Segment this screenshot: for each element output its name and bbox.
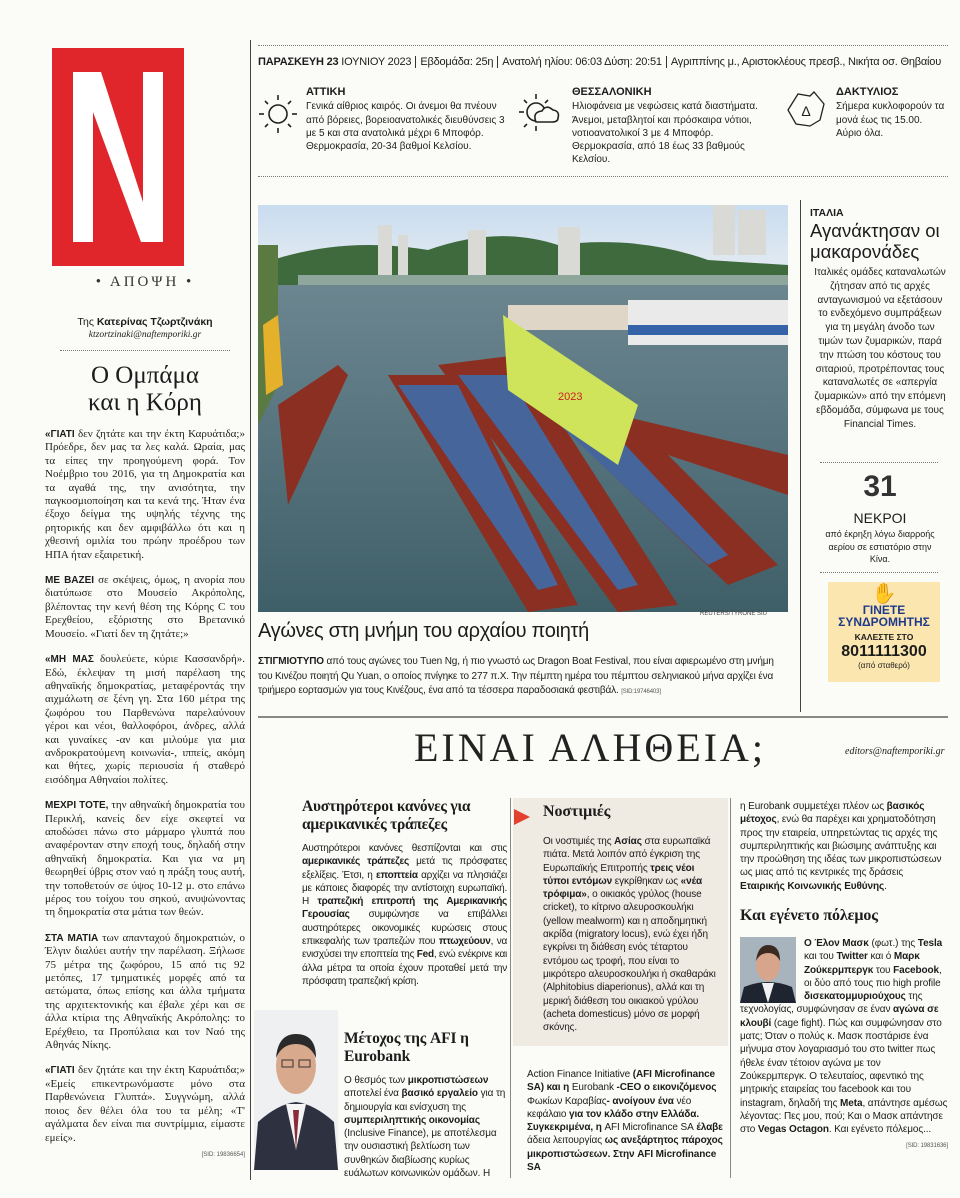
emphasis: τραπεζική επιτροπή της Αμερικανικής Γερουσίας (302, 896, 508, 921)
article-afi-end (740, 800, 948, 893)
emphasis: ως ανεξάρτητος πάροχος μικροπιστώσεων. Στην AFI Microfinance SA (527, 1135, 723, 1174)
text-run: AFI Microfinance SA (604, 1122, 694, 1134)
caption-text: από τους αγώνες του Tuen Ng, ή πιο γνωστό ως Dragon Boat Festival, που είναι αφιερωμένο στη μνήμη του Κινέζου ποιητή Qu Yuan, ο οποίος πνίγηκε το 277 π.Χ. Την πέμπτη ημέρα του πέμπτου σεληνιακού μήνα αρχίζει ένα τριήμερο εορτασμών για τους Κινέζους, ένα από τα τέσσερα παραδοσιακά φεστιβάλ. (258, 656, 774, 696)
paragraph-text: δεν ζητάτε και την έκτη Καρυάτιδα;» Πρόεδρε, δεν μας τα λες καλά. Ωραία, μας τα είπες την προηγούμενη φορά. Τον Νοέμβριο του 2016, για τη Δημοκρατία και τα αγαθά της, την ανισότητα, την παγκοσμιοποίηση και τα κενά της. Ήταν ένα έξοχο δείγμα της υψηλής τέχνης της ρητορικής και δεν αμφιβάλλω ότι και η χθεσινή ομιλία του πρώην προέδρου των ΗΠΑ ήταν εξαιρετική. (45, 428, 245, 561)
sun-times: Ανατολή ηλίου: 06:03 Δύση: 20:51 (498, 56, 667, 68)
weather-traffic-ring (836, 86, 946, 140)
text-run: για τη δημιουργία και ενίσχυση της (344, 1088, 506, 1113)
text-run: . (884, 880, 887, 892)
weather-text: Σήμερα κυκλοφορούν τα μονά έως τις 15.00. Αύριο όλα. (836, 101, 945, 139)
sid-code: [SID: 19836654] (201, 1151, 245, 1158)
sidebar-kicker: ΙΤΑΛΙΑ (810, 207, 844, 219)
weather-text: Γενικά αίθριος καιρός. Οι άνεμοι θα πνέουν από βόρειες, βορειοανατολικές διευθύνσεις 3 με 5 και στα ανατολικά μέχρι 6 Μποφόρ. Θερμοκρασία, 20-34 βαθμοί Κελσίου. (306, 101, 505, 153)
byline-prefix: Της (77, 316, 97, 328)
photo-caption (258, 655, 788, 700)
paragraph-text: δουλεύετε, κύριε Κασσανδρή». Εδώ, έκλεψαν τη μισή παρέλαση της αθηναϊκής δημοκρατίας, μεταφέροντάς την αιχμάλωτη σε ξένη γη. Στα 160 μέτρα της ζωφόρου του Παρθενώνα παρελαύνουν γέροι και νέοι, θαλλοφόροι, άνδρες, αλλά και γυναίκες -αν και μιλούμε για μια ανδροκρατούμενη κοινωνία-, ιππείς, ακόμη και θήτες, χωρίς περιουσία ή σταθερό εισόδημα Αθηναίοι πολίτες. (45, 653, 245, 786)
emphasis: πτωχεύουν (438, 936, 491, 948)
emphasis: εποπτεία (375, 869, 418, 881)
weather-text: Ηλιοφάνεια με νεφώσεις κατά διαστήματα. Άνεμοι, μεταβλητοί και πρόσκαιρα νότιοι, νοτιοανατολικοί 3 με 4 Μποφόρ. Θερμοκρασία, από 18 έως 33 βαθμούς Κελσίου. (572, 101, 758, 166)
paragraph-lead: «ΜΗ ΜΑΣ (45, 654, 94, 666)
text-run: , ενώ ενέκρινε και άλλα μέτρα τα οποία έχουν προταθεί μετά την πρόσφατη τραπεζική κρίση. (302, 949, 508, 987)
sun-icon (258, 92, 298, 136)
text-run: και ό (867, 951, 894, 963)
text-run: αρχίζει να πλησιάζει με κάποιες διαφορές την αντίστοιχη ευρωπαϊκή. Η (302, 869, 507, 908)
column-divider (510, 798, 511, 1178)
stat-text: από έκρηξη λόγω διαρροής αερίου σε εστιατόριο στην Κίνα. (825, 529, 935, 564)
emphasis: για τον κλάδο στην Ελλάδα. Συγκεκριμένα, η (527, 1108, 699, 1134)
opinion-paragraph (45, 1064, 245, 1144)
text-run: , ενώ θα παρέχει και χρηματοδότηση προς την εταιρεία, υπηρετώντας τις αρχές της συμπεριληπτικής και βιώσιμης ανάπτυξης και την προώθηση της ιδέας των μικροπιστώσεων ως μιας από τις κεντρικές της δράσεις (740, 814, 942, 879)
text-run: , απάντησε αμέσως λέγοντας: Πες μου, πού; Και ο Μασκ απάντησε στο (740, 1097, 948, 1136)
divider (258, 176, 948, 177)
paragraph-lead: «ΓΙΑΤΙ (45, 429, 75, 440)
photo-credit: REUTERS/TYRONE SIU (700, 611, 768, 617)
text-run: (cage fight). Πώς και συμφώνησαν στο ματς; Όταν ο πολύς κ. Μασκ ποστάρισε ένα μήνυμα στον λογαριασμό του στο twitter πως ήθελε έναν τέτοιον αγώνα με τον Ζούκερμπεργκ. Ο τελευταίος, αφεντικό της μητρικής εταιρείας του facebook και του instagram, δηλαδή της (740, 1017, 942, 1109)
section-label: • ΑΠΟΨΗ • (95, 274, 195, 290)
gesture-icon: ✋ (871, 583, 897, 605)
text-run: νέο κεφάλαιο (527, 1095, 692, 1120)
title-line: Ο Ομπάμα (91, 362, 199, 389)
promo-phone[interactable]: 8011111300 (841, 643, 927, 660)
date-bar (258, 56, 948, 68)
promo-call: ΚΑΛΕΣΤΕ ΣΤΟ (854, 632, 914, 642)
text-run: αποτελεί ένα (344, 1088, 402, 1100)
svg-text:2023: 2023 (558, 391, 583, 403)
emphasis: -CEO ο εικονιζόμενος (613, 1082, 717, 1094)
emphasis: βασικός μέτοχος (740, 801, 925, 826)
text-run: , ο οικιακός γρύλος (house cricket), το κίτρινο αλευροσκουλήκι (yellow mealworm) και η αποδημητική ακρίδα (migratory locus), ενώ έχει ήδη εγκρίνει τη διάθεση ενός τέταρτου εντόμου ως τροφή, που είναι το μικρότερο αλευροσκουλήκι ή σκαθαράκι (Alphitobius diaperionus), αλλά και τη μερική διάθεση του οικιακού γρύλου (acheta domesticus) μόνο σε μορφή σκόνης. (543, 889, 716, 1034)
karavias-photo (254, 1010, 338, 1170)
weather-region: ΘΕΣΣΑΛΟΝΙΚΗ (572, 86, 652, 98)
photo-headline: Αγώνες στη μνήμη του αρχαίου ποιητή (258, 620, 589, 642)
byline (45, 316, 245, 340)
emphasis: Meta (840, 1097, 863, 1109)
text-run: Eurobank (571, 1082, 614, 1094)
text-run: Αυστηρότεροι κανόνες θεσπίζονται και στις (302, 843, 507, 854)
text-run: Οι νοστιμιές της (543, 836, 615, 847)
text-run: συμφώνησε να επιβάλλει αυστηρότερες οικονομικές κυρώσεις στους επικεφαλής των τραπεζών που (302, 909, 507, 948)
paragraph-text: την αθηναϊκή δημοκρατία του Περικλή, κανείς δεν είχε σκεφτεί να αποδώσει πάνω στο μάρμαρο γλυπτά που αναφέρονταν στην εποχή τους, δηλαδή στην αθηναϊκή δημοκρατία. Και για να μη θεωρηθεί ύβρις στον ναό η πράξη τους αυτή, την τοποθετούν σε ύψος 10-12 μ. στο επάνω μέρος του τοίχου του σηκού, ανυψώνοντας τη δημοκρατία στα μάτια των θεών. (45, 799, 245, 919)
text-run: , να ενισχύσει την εποπτεία της (302, 936, 507, 961)
weather-attica (306, 86, 506, 153)
text-run: Ο θεσμός των (344, 1075, 408, 1086)
text-run: Φωκίων Καραβίας (527, 1095, 607, 1107)
text-run: της τεχνολογίας, συμφώνησαν σε έναν (740, 991, 923, 1016)
emphasis: βασικό εργαλείο (401, 1088, 478, 1100)
article-headline: Και εγένετο πόλεμος (740, 907, 878, 924)
red-arrow-icon (514, 809, 530, 825)
title-line: και η Κόρη (88, 389, 202, 416)
text-run: μετά τις πρόσφατες εξελίξεις. Έτσι, η (302, 856, 507, 881)
weather-region: ΔΑΚΤΥΛΙΟΣ (836, 86, 899, 98)
emphasis: δισεκατομμυριούχους (804, 991, 906, 1003)
subscription-promo[interactable] (828, 582, 940, 682)
promo-line: ΣΥΝΔΡΟΜΗΤΗΣ (838, 615, 930, 629)
sidebar-headline: Αγανάκτησαν οι μακαρονάδες (810, 220, 940, 262)
emphasis: Facebook (893, 964, 939, 976)
author-name: Κατερίνας Τζωρτζινάκη (96, 316, 213, 328)
emphasis: συμπεριληπτικής οικονομίας (344, 1114, 480, 1126)
newspaper-logo (52, 48, 184, 266)
svg-text:Δ: Δ (801, 103, 811, 119)
column-title: ΕΙΝΑΙ ΑΛΗΘΕΙΑ; (413, 725, 767, 770)
text-run: η Eurobank συμμετέχει πλέον ως (740, 801, 887, 812)
emphasis: Twitter (836, 951, 868, 963)
emphasis: Ασίας (614, 836, 642, 847)
week: Εβδομάδα: 25η (416, 56, 498, 68)
date: ΠΑΡΑΣΚΕΥΗ 23 ΙΟΥΝΙΟΥ 2023 (258, 56, 416, 68)
column-divider (800, 200, 801, 712)
emphasis: αμερικανικές τράπεζες (302, 856, 409, 868)
paragraph-text: σε σκέψεις, όμως, η ανορία που διατύπωσε στο Μουσείο Ακρόπολης, βλέποντας την κενή θέση της Κόρης C του Ερεχθείου, εξόριστης στο Βρετανικό Μουσείο. «Γιατί δεν τη ζητάτε;» (45, 574, 246, 640)
opinion-paragraph (45, 574, 245, 641)
paragraph-lead: «ΓΙΑΤΙ (45, 1065, 75, 1077)
article-body (527, 1068, 727, 1174)
article-body (740, 800, 948, 893)
column-divider (730, 798, 731, 1178)
paragraph-text: δεν ζητάτε και την έκτη Καρυάτιδα;» «Εμείς επικεντρωνόμαστε μόνο στα Παρθενώνεια Γλυπτά». Συγγνώμη, αλλά ποιος δεν θέλει όλα του τα μέλη; «Τ' αγάλματα δεν είναι πια συντρίμμια, είμαστε εμείς». (45, 1064, 245, 1144)
divider (60, 350, 230, 351)
paragraph-lead: ΜΕΧΡΙ ΤΟΤΕ, (45, 800, 109, 812)
divider (820, 572, 938, 573)
n-logo-icon (63, 62, 173, 252)
text-run: (Inclusive Finance), με αποτέλεσμα την ουσιαστική βελτίωση των συνθηκών διαβίωσης κυρίως ευάλωτων κοινωνικών ομάδων. Η (344, 1128, 497, 1180)
emphasis: μικροπιστώσεων (407, 1075, 489, 1086)
promo-note: (από σταθερό) (858, 661, 910, 670)
article-banks (302, 798, 507, 988)
article-afi-continued (527, 1068, 727, 1174)
weather-region: ΑΤΤΙΚΗ (306, 86, 346, 98)
opinion-title (45, 362, 245, 416)
article-body (302, 842, 507, 988)
stat-number: 31 (863, 470, 897, 503)
name-days: Αγριππίνης μ., Αριστοκλέους πρεσβ., Νικήτα οσ. Θηβαίου (670, 56, 942, 68)
caption-lead: ΣΤΙΓΜΙΟΤΥΠΟ (258, 656, 324, 667)
sun-cloud-icon (518, 92, 562, 136)
opinion-paragraph (45, 653, 245, 787)
editors-email[interactable]: editors@naftemporiki.gr (845, 746, 945, 757)
emphasis: Fed (416, 949, 434, 961)
section-rule (258, 716, 948, 718)
emphasis: Εταιρικής Κοινωνικής Ευθύνης (740, 880, 885, 892)
author-email[interactable]: ktzortzinaki@naftemporiki.gr (88, 330, 202, 340)
article-body (543, 835, 721, 1034)
article-body (344, 1074, 508, 1180)
divider (820, 462, 938, 463)
musk-photo (740, 937, 796, 1003)
emphasis: Vegas Octagon (757, 1124, 829, 1136)
text-run: στα ευρωπαϊκά πιάτα. Μετά λοιπόν από έγκριση της Ευρωπαϊκής Επιτροπής (543, 836, 711, 874)
promo-line: ΓΙΝΕΤΕ (862, 603, 906, 617)
opinion-paragraph (45, 428, 245, 562)
text-run: και του (804, 951, 837, 963)
article-afi (344, 1030, 508, 1180)
opinion-paragraph (45, 932, 245, 1053)
emphasis: (AFI Microfinance SA) και η (527, 1069, 715, 1094)
stat-label: ΝΕΚΡΟΙ (853, 510, 907, 526)
text-run: άδεια λειτουργίας (527, 1135, 602, 1147)
article-headline: Μέτοχος της AFI η Eurobank (344, 1030, 469, 1065)
text-run: του (873, 964, 894, 976)
article-insects (543, 803, 721, 1034)
traffic-ring-icon (784, 90, 828, 130)
text-run: εγκρίθηκαν ως (612, 875, 681, 887)
emphasis: Ο Έλον Μασκ (804, 938, 869, 949)
divider (258, 45, 948, 46)
paragraph-lead: ΜΕ ΒΑΖΕΙ (45, 575, 95, 587)
text-run: (φωτ.) της (868, 938, 918, 949)
weather-thessaloniki (572, 86, 772, 167)
emphasis: έλαβε (693, 1122, 723, 1134)
opinion-paragraph (45, 799, 245, 920)
dragon-boat-photo (258, 205, 788, 612)
column-divider (250, 40, 251, 1180)
emphasis: «νέα τρόφιμα» (543, 875, 703, 901)
emphasis: τρεις νέοι τύποι εντόμων (543, 862, 695, 887)
sid-code: [SID:19746403] (621, 689, 661, 695)
opinion-body (45, 428, 245, 1162)
emphasis: αγώνα σε κλουβί (740, 1004, 939, 1029)
sid-code: [SID: 19831636] (906, 1143, 948, 1150)
text-run: . Και εγένετο πόλεμος... (828, 1124, 932, 1136)
emphasis: Tesla (917, 938, 943, 949)
text-run: , οι δύο από τους πιο high profile (804, 964, 942, 989)
paragraph-text: των απανταχού δημοκρατιών, ο Έλγιν διαλύει αυτήν την παρέλαση. Ξήλωσε 75 μέτρα της ζωφόρου, 15 από τις 92 μετόπες, 17 τμηματικές μορφές από τα αετώματα, όπως επίσης και άλλα τμήματα της αρχιτεκτονικής και έβαλε χέρι και σε άλλα κτίρια της Αθηναϊκής Ακρόπολης: το Ερέχθειο, τα Προπύλαια και τον Ναό της Αθηνάς Νίκης. (45, 931, 245, 1052)
article-headline: Αυστηρότεροι κανόνες για αμερικανικές τράπεζες (302, 798, 471, 833)
article-headline: Νοστιμιές (543, 803, 611, 820)
text-run: Action Finance Initiative (527, 1069, 631, 1080)
emphasis: - ανοίγουν ένα (606, 1095, 677, 1107)
paragraph-lead: ΣΤΑ ΜΑΤΙΑ (45, 932, 99, 944)
emphasis: Μαρκ Ζούκερμπεργκ (804, 951, 920, 976)
sidebar-body: Ιταλικές ομάδες καταναλωτών ζήτησαν από τις αρχές ανταγωνισμού να εξετάσουν το ενδεχόμενο συμπράξεων για τη μεγάλη άνοδο των τιμών των ζυμαρικών, παρά την πτώση του κόστους του σιταριού, προτρέποντας τους καταναλωτές σε «απεργία ζυμαρικών» από την επόμενη εβδομάδα, σύμφωνα με τους Financial Times. (814, 267, 946, 430)
article-war (740, 907, 948, 1154)
